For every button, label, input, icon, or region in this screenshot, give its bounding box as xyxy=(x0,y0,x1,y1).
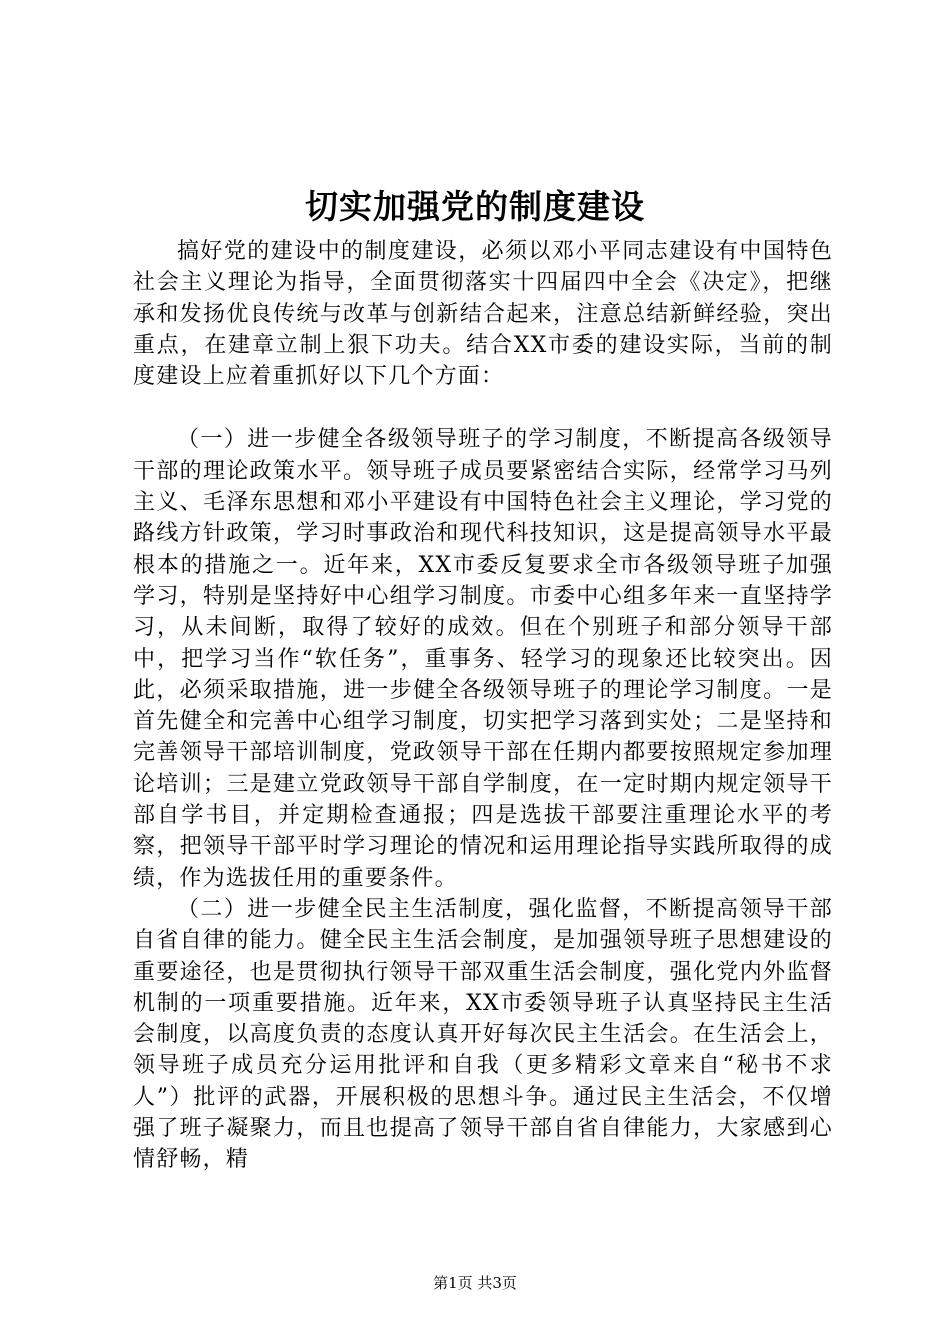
page-number-footer: 第1页 共3页 xyxy=(433,1274,517,1292)
intro-paragraph: 搞好党的建设中的制度建设，必须以邓小平同志建设有中国特色社会主义理论为指导，全面贯彻落实十四届四中全会《决定》，把继承和发扬优良传统与改革与创新结合起来，注意总结新鲜经验，突出重点，在建章立制上狠下功夫。结合XX市委的建设实际，当前的制度建设上应着重抓好以下几个方面： xyxy=(133,239,833,390)
section-one-paragraph: （一）进一步健全各级领导班子的学习制度，不断提高各级领导干部的理论政策水平。领导班子成员要紧密结合实际，经常学习马列主义、毛泽东思想和邓小平建设有中国特色社会主义理论，学习党的路线方针政策，学习时事政治和现代科技知识，这是提高领导水平最根本的措施之一。近年来，XX市委反复要求全市各级领导班子加强学习，特别是坚持好中心组学习制度。市委中心组多年来一直坚持学习，从未间断，取得了较好的成效。但在个别班子和部分领导干部中，把学习当作“软任务”，重事务、轻学习的现象还比较突出。因此，必须采取措施，进一步健全各级领导班子的理论学习制度。一是首先健全和完善中心组学习制度，切实把学习落到实处；二是坚持和完善领导干部培训制度，党政领导干部在任期内都要按照规定参加理论培训；三是建立党政领导干部自学制度，在一定时期内规定领导干部自学书目，并定期检查通报；四是选拔干部要注重理论水平的考察，把领导干部平时学习理论的情况和运用理论指导实践所取得的成绩，作为选拔任用的重要条件。 xyxy=(133,427,833,891)
document-body xyxy=(133,236,833,1176)
section-two-paragraph: （二）进一步健全民主生活制度，强化监督，不断提高领导干部自省自律的能力。健全民主生活会制度，是加强领导班子思想建设的重要途径，也是贯彻执行领导干部双重生活会制度，强化党内外监督机制的一项重要措施。近年来，XX市委领导班子认真坚持民主生活会制度，以高度负责的态度认真开好每次民主生活会。在生活会上，领导班子成员充分运用批评和自我（更多精彩文章来自“秘书不求人”）批评的武器，开展积极的思想斗争。通过民主生活会，不仅增强了班子凝聚力，而且也提高了领导干部自省自律能力，大家感到心情舒畅，精 xyxy=(133,896,833,1173)
document-title: 切实加强党的制度建设 xyxy=(305,187,645,226)
